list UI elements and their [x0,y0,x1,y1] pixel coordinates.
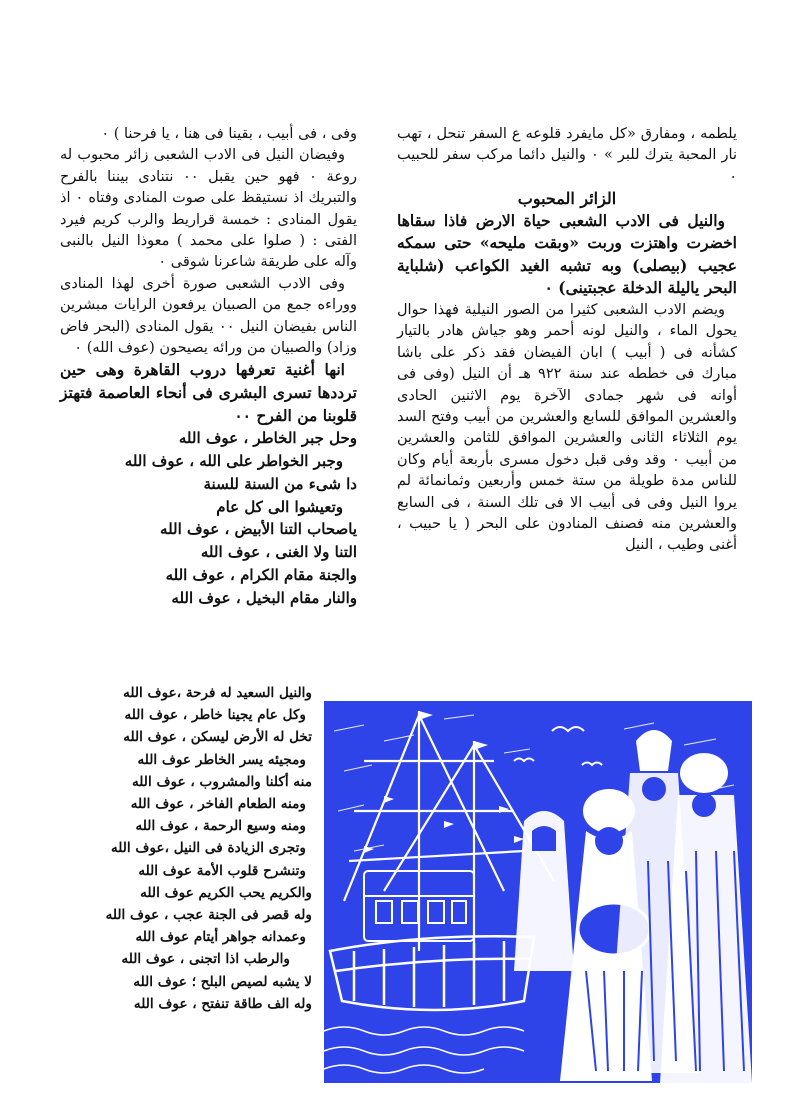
left-bold-paragraph: انها أغنية تعرفها دروب القاهرة وهى حين ترددها تسرى البشرى فى أنحاء العاصمة فتهتز قلوبنا من الفرح ٠٠ [60,360,357,425]
lyric-line: منه أكلنا والمشروب ، عوف الله [132,773,312,790]
section-heading: الزائر المحبوب [517,189,617,209]
left-paragraph-1: وفى ، فى أبيب ، بقينا فى هنا ، يا فرحنا ) ٠ [101,126,357,142]
lyric-line: وكل عام يجينا خاطر ، عوف الله [124,707,306,724]
lyric-line: وعمدانه جواهر أيتام عوف الله [135,929,306,946]
lyric-line: والنيل السعيد له فرحة ،عوف الله [123,685,312,701]
lyric-line: وجبر الخواطر على الله ، عوف الله [124,452,343,471]
lyric-line: والرطب اذا اتجنى ، عوف الله [121,951,290,968]
right-body-paragraph: ويضم الادب الشعبى كثيرا من الصور النيلية فهذا حوال يحول الماء ، والنيل لونه أحمر وهو جياش هادر بالتيار كشأنه فى ( أبيب ) ابان الفيضان فقد ذكر على باشا مبارك فى خططه عند سنة ٩٢٢ هـ أن النيل (وفى فى أوانه فى شهر جمادى الآخرة يوم الاثنين الحادى والعشرين الموافق للسابع والعشرين من أبيب وفتح السد يوم الثلاثاء الثانى والعشرين الموافق للثامن والعشرين من أبيب ٠ وقد وفى قبل دخول مسرى بأربعة أيام وكان للناس مدة طويلة من ستة خمس وأربعين وثمانمائة لم يروا النيل وفى فى أبيب الا فى تلك السنة ، فى السابع والعشرين منه فصنف المنادون على البحر ( يا حبيب ، أغنى وطيب ، النيل [397,302,738,554]
lyric-line: ومنه الطعام الفاخر ، عوف الله [130,796,306,813]
right-intro-paragraph: يلطمه ، ومفارق «كل مايفرد قلوعه ع السفر تنحل ، تهب نار المحبة يترك للبر » ٠ والنيل دائما مركب سفر للحبيب ٠ [397,126,738,185]
lyric-line: ومنه وسيع الرحمة ، عوف الله [135,818,306,835]
song-lyrics-bottom [102,682,312,1015]
illustration-drawing [324,701,752,1083]
left-paragraph-2: وفيضان النيل فى الادب الشعبى زائر محبوب له روعة ٠ فهو حين يقبل ٠٠ نتنادى بيننا بالفرح والتبريك اذ نستيقظ على صوت المنادى وفتاه ٠ اذ يقول المنادى : خمسة قراريط والرب كريم فيرد الفتى : ( صلوا على محمد ) معوذا النيل بالنبى وآله على طريقة شاعرنا شوقى ٠ [60,147,357,271]
lyric-line: وتنشرح قلوب الأمة عوف الله [138,862,306,879]
lyric-line: دا شىء من السنة للسنة [203,474,357,493]
left-paragraph-3: وفى الادب الشعبى صورة أخرى لهذا المنادى ووراءه جمع من الصبيان يرفعون الرايات مبشرين الناس بفيضان النيل ٠٠ يقول المنادى (البحر فاض وزاد) والصبيان من ورائه يصيحون (عوف الله) ٠ [60,275,358,357]
lyric-line: ومجيئه يسر الخاطر عوف الله [137,751,306,768]
lyric-line: لا يشبه لصيص البلح ؛ عوف الله [133,973,312,990]
lyric-line: وله الف طاقة تنفتح ، عوف الله [133,995,312,1012]
lyric-line: والجنة مقام الكرام ، عوف الله [165,566,357,585]
nile-boat-illustration [324,701,752,1083]
lyric-line: وتعيشوا الى كل عام [216,497,343,516]
right-bold-paragraph: والنيل فى الادب الشعبى حياة الارض فاذا سقاها اخضرت واهتزت وربت «وبقت مليحه» حتى سمكه عجيب (بيصلى) وبه تشبه الغيد الكواعب (شلباية البحر ياليلة الدخلة عجبتينى) ٠ [397,210,737,298]
lyric-line: والكريم يحب الكريم عوف الله [140,884,312,901]
lyric-line: وحل جبر الخاطر ، عوف الله [178,429,357,448]
lyric-line: التنا ولا الغنى ، عوف الله [200,543,357,562]
left-text-column [60,124,357,610]
song-lyrics-top [60,427,357,609]
lyric-line: والنار مقام البخيل ، عوف الله [171,588,357,607]
lyric-line: ياصحاب التنا الأبيض ، عوف الله [160,520,357,539]
lyric-line: وله قصر فى الجنة عجب ، عوف الله [105,907,312,924]
lyric-line: وتجرى الزيادة فى النيل ،عوف الله [110,840,306,857]
right-text-column [397,124,737,557]
lyric-line: تخل له الأرض ليسكن ، عوف الله [123,729,312,746]
